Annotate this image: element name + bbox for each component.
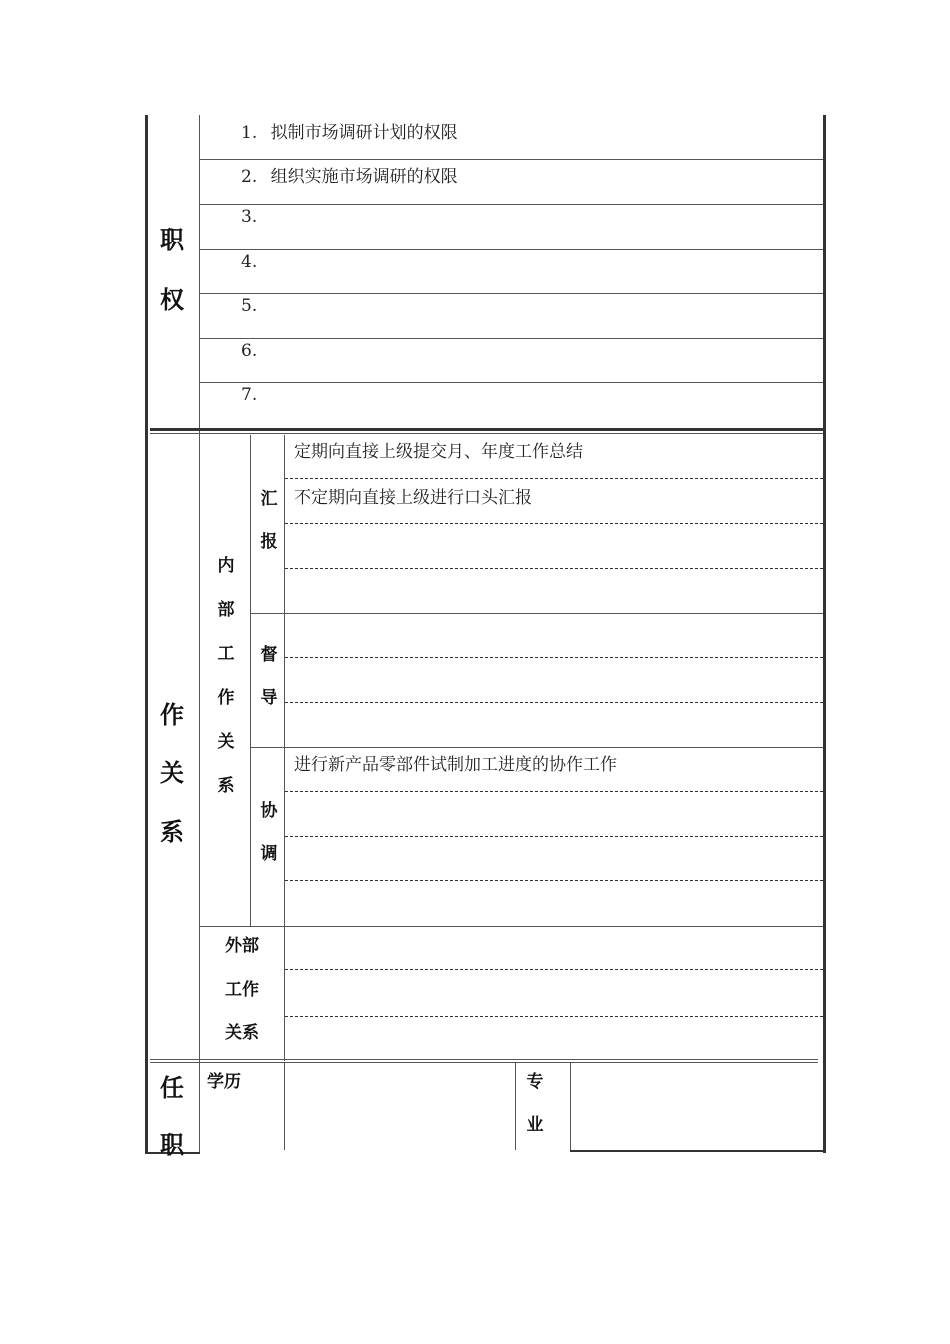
item-number: 5. — [241, 296, 258, 316]
column-divider — [515, 1063, 516, 1150]
coordinate-label-1: 协 — [260, 801, 278, 821]
item-text: 拟制市场调研计划的权限 — [270, 123, 458, 143]
relations-label-3: 系 — [160, 818, 184, 846]
row-divider — [200, 338, 823, 339]
authority-item — [241, 341, 265, 361]
item-number: 6. — [241, 341, 258, 361]
relations-label-1: 作 — [160, 701, 184, 729]
education-label: 学历 — [207, 1072, 241, 1092]
section-separator — [150, 1059, 818, 1060]
report-line: 不定期向直接上级进行口头汇报 — [294, 488, 532, 508]
row-divider — [200, 926, 823, 927]
dashed-divider — [285, 1016, 823, 1017]
internal-char: 内 — [217, 556, 235, 576]
qualification-label-1: 任 — [160, 1074, 184, 1102]
major-label-1: 专 — [526, 1072, 544, 1092]
authority-item — [241, 296, 265, 316]
coordinate-label-2: 调 — [260, 844, 278, 864]
column-divider — [570, 1063, 571, 1150]
external-label-2: 工作 — [225, 980, 259, 1000]
item-number: 3. — [241, 207, 258, 227]
item-text: 组织实施市场调研的权限 — [270, 167, 458, 187]
dashed-divider — [285, 478, 823, 479]
row-divider — [200, 159, 823, 160]
report-line: 定期向直接上级提交月、年度工作总结 — [294, 442, 583, 462]
coordinate-line: 进行新产品零部件试制加工进度的协作工作 — [294, 755, 617, 775]
relations-label-2: 关 — [160, 759, 184, 787]
authority-item — [241, 118, 458, 143]
dashed-divider — [285, 880, 823, 881]
row-divider — [251, 613, 823, 614]
row-divider — [200, 293, 823, 294]
item-number: 4. — [241, 252, 258, 272]
section-separator — [150, 433, 823, 434]
subcategory-column-divider — [284, 435, 285, 1061]
internal-char: 系 — [217, 776, 235, 796]
column-divider — [284, 1063, 285, 1150]
row-divider — [251, 747, 823, 748]
dashed-divider — [285, 969, 823, 970]
item-number: 7. — [241, 385, 258, 405]
label-column-divider — [199, 115, 200, 1153]
internal-char: 工 — [217, 644, 235, 664]
qualification-label-2: 职 — [160, 1131, 184, 1159]
authority-label-1: 职 — [160, 226, 184, 254]
dashed-divider — [285, 657, 823, 658]
supervise-label-2: 导 — [260, 688, 278, 708]
section-separator — [150, 1062, 818, 1063]
dashed-divider — [285, 791, 823, 792]
external-label-3: 关系 — [225, 1023, 259, 1043]
internal-column-divider — [250, 435, 251, 926]
left-border — [145, 115, 148, 1153]
row-divider — [200, 382, 823, 383]
authority-item — [241, 162, 458, 187]
row-divider — [200, 204, 823, 205]
section-separator — [150, 428, 823, 431]
report-label-2: 报 — [260, 532, 278, 552]
authority-item — [241, 207, 265, 227]
dashed-divider — [285, 523, 823, 524]
authority-label-2: 权 — [160, 286, 184, 314]
supervise-label-1: 督 — [260, 645, 278, 665]
right-border — [823, 115, 826, 1153]
internal-char: 部 — [217, 600, 235, 620]
internal-char: 关 — [217, 732, 235, 752]
major-label-2: 业 — [526, 1115, 544, 1135]
row-divider — [200, 249, 823, 250]
item-number: 1. — [241, 123, 258, 143]
bottom-right-border — [570, 1150, 826, 1152]
dashed-divider — [285, 836, 823, 837]
item-number: 2. — [241, 167, 258, 187]
authority-item — [241, 252, 265, 272]
dashed-divider — [285, 568, 823, 569]
dashed-divider — [285, 702, 823, 703]
report-label-1: 汇 — [260, 489, 278, 509]
external-label-1: 外部 — [225, 936, 259, 956]
internal-char: 作 — [217, 688, 235, 708]
authority-item — [241, 385, 265, 405]
